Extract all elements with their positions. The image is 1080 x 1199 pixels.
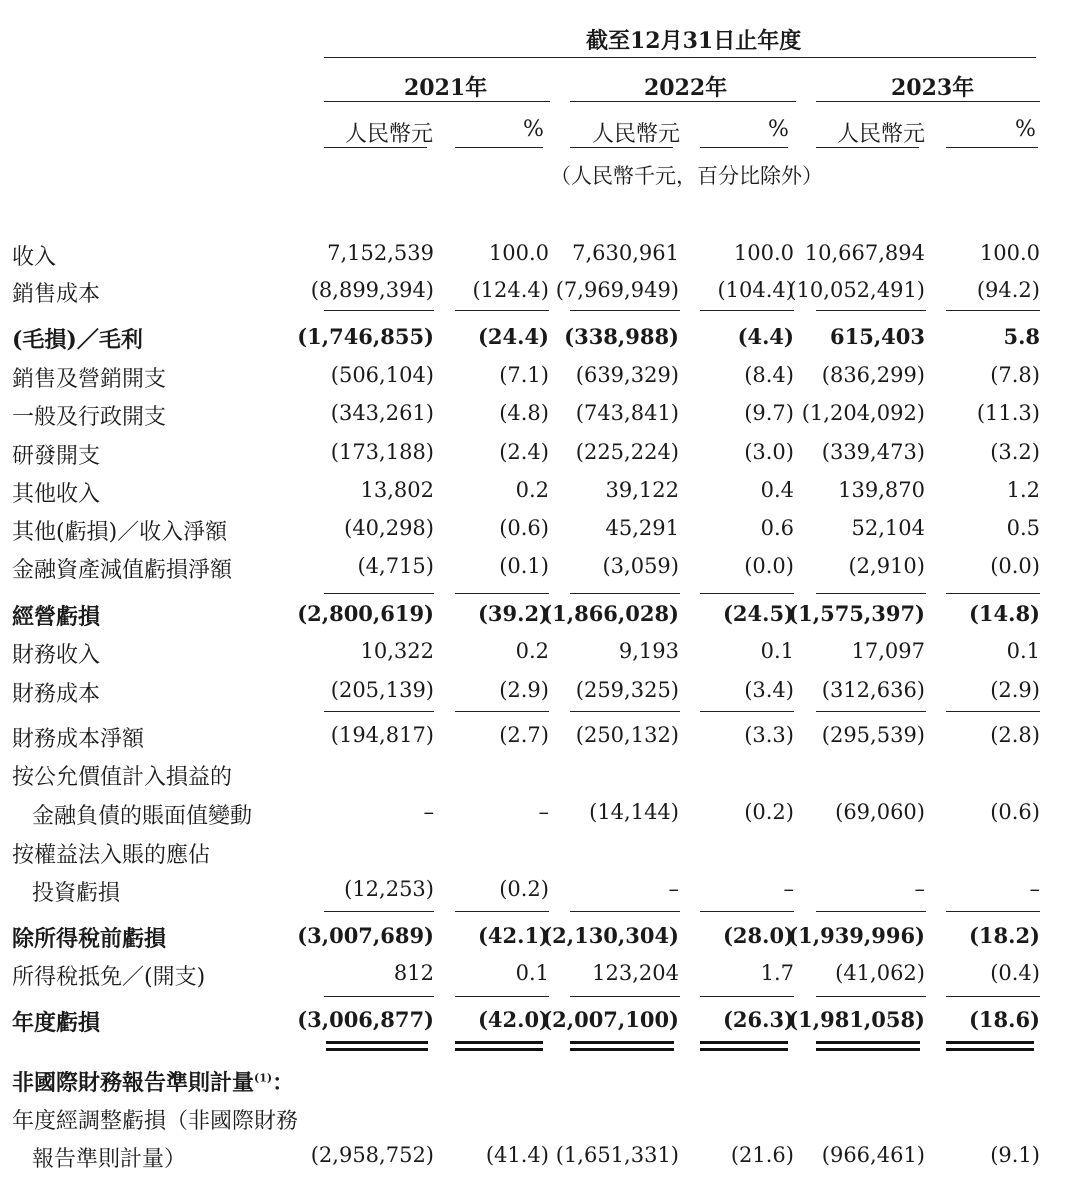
cell-value-2022: (7,969,949) [555,278,679,302]
cell-percent-2023: (2.9) [990,678,1040,702]
cell-percent-2022: (0.2) [744,800,794,824]
period-title: 截至12月31日止年度 [586,28,802,54]
cell-percent-2023: 1.2 [1006,478,1040,502]
cell-percent-2022: (0.0) [744,554,794,578]
cell-value-2022: 39,122 [605,478,679,502]
row-label: 研發開支 [12,444,101,469]
cell-value-2021: (40,298) [344,516,434,540]
row-label: 銷售成本 [12,282,101,307]
non-ifrs-heading [12,1066,294,1097]
cell-value-2023: (10,052,491) [788,278,925,302]
subtotal-rule [455,996,549,997]
unit-percent-2021: % [523,117,544,142]
cell-percent-2022: (3.4) [744,678,794,702]
unit-rule [570,147,673,148]
cell-value-2023: (836,299) [821,363,925,387]
row-label: 按權益法入賬的應佔 [12,843,211,868]
row-label: (毛損)／毛利 [12,327,143,353]
cell-value-2022: (743,841) [575,401,679,425]
row-label: 按公允價值計入損益的 [12,765,233,790]
cell-value-2022: – [668,877,679,901]
row-label: 經營虧損 [12,604,101,630]
cell-value-2022: 9,193 [618,639,679,663]
cell-percent-2022: 0.6 [760,516,794,540]
cell-value-2022: (225,224) [575,440,679,464]
non-ifrs-label-line1: 年度經調整虧損（非國際財務 [12,1109,299,1134]
cell-value-2022: (250,132) [575,723,679,747]
row-label: 財務收入 [12,643,101,668]
cell-percent-2023: – [1029,877,1040,901]
subtotal-rule [570,310,680,311]
row-label: 銷售及營銷開支 [12,367,167,392]
cell-value-2021: (205,139) [330,678,434,702]
cell-percent-2023: (0.6) [990,800,1040,824]
cell-value-2023: (41,062) [835,961,925,985]
total-double-rule [700,1048,788,1051]
subtotal-rule [324,711,434,712]
cell-value-2023: (312,636) [821,678,925,702]
unit-note: （人民幣千元，百分比除外） [550,164,823,188]
year-rule-2023 [816,101,1040,102]
cell-value-2023: (1,575,397) [788,601,925,626]
year-2023-heading: 2023年 [891,75,975,101]
cell-value-2022: (3,059) [602,554,679,578]
cell-percent-2021: (2.9) [499,678,549,702]
cell-percent-2021: (39.2) [477,601,549,626]
cell-value-2021: (3,006,877) [297,1007,434,1032]
subtotal-rule [946,593,1040,594]
cell-value-2022: (2,007,100) [542,1007,679,1032]
subtotal-rule [946,711,1040,712]
subtotal-rule [324,996,434,997]
cell-percent-2022: (21.6) [730,1143,794,1167]
unit-rule [816,147,919,148]
cell-value-2021: (173,188) [330,440,434,464]
cell-percent-2023: (3.2) [990,440,1040,464]
cell-value-2021: (343,261) [330,401,434,425]
subtotal-rule [700,711,794,712]
subtotal-rule [816,996,926,997]
unit-rule [455,147,543,148]
row-label: 財務成本 [12,682,101,707]
cell-value-2021: 812 [393,961,434,985]
cell-percent-2023: 100.0 [979,241,1040,265]
cell-percent-2021: (24.4) [477,324,549,349]
subtotal-rule [946,996,1040,997]
cell-percent-2023: 0.1 [1006,639,1040,663]
cell-percent-2023: (0.0) [990,554,1040,578]
unit-percent-2023: % [1015,117,1036,142]
cell-value-2023: (966,461) [821,1143,925,1167]
total-double-rule [946,1048,1034,1051]
cell-value-2022: (259,325) [575,678,679,702]
row-label: 收入 [12,245,57,270]
cell-percent-2021: (0.1) [499,554,549,578]
cell-value-2023: (295,539) [821,723,925,747]
cell-value-2022: (338,988) [564,324,679,349]
cell-percent-2021: (42.0) [477,1007,549,1032]
cell-percent-2021: 0.2 [515,478,549,502]
cell-percent-2021: (2.7) [499,723,549,747]
cell-percent-2023: 0.5 [1006,516,1040,540]
footnote-marker: (1) [254,1071,273,1085]
total-double-rule [570,1041,674,1044]
cell-percent-2022: (9.7) [744,401,794,425]
cell-value-2023: (339,473) [821,440,925,464]
subtotal-rule [324,593,434,594]
row-label: 金融負債的賬面值變動 [32,804,253,829]
total-double-rule [455,1041,543,1044]
cell-value-2023: (2,910) [848,554,925,578]
subtotal-rule [455,310,549,311]
subtotal-rule [324,310,434,311]
total-double-rule [816,1048,920,1051]
subtotal-rule [455,711,549,712]
unit-rule [324,147,427,148]
unit-currency-2023: 人民幣元 [837,122,926,147]
cell-value-2023: (69,060) [835,800,925,824]
unit-rule [700,147,788,148]
unit-percent-2022: % [768,117,789,142]
total-double-rule [816,1041,920,1044]
total-double-rule [326,1048,428,1051]
cell-percent-2021: (0.6) [499,516,549,540]
subtotal-rule [946,310,1040,311]
cell-percent-2022: (8.4) [744,363,794,387]
row-label: 財務成本淨額 [12,727,145,752]
cell-value-2022: (639,329) [575,363,679,387]
cell-value-2021: 7,152,539 [327,241,434,265]
cell-value-2023: 615,403 [830,324,925,349]
cell-value-2022: (2,130,304) [542,923,679,948]
cell-value-2023: (1,981,058) [788,1007,925,1032]
row-label: 除所得稅前虧損 [12,926,167,952]
cell-percent-2021: (2.4) [499,440,549,464]
cell-percent-2021: (42.1) [477,923,549,948]
cell-percent-2023: (18.6) [968,1007,1040,1032]
total-double-rule [946,1041,1034,1044]
cell-value-2023: 139,870 [838,478,925,502]
subtotal-rule [816,911,926,912]
cell-percent-2022: (3.3) [744,723,794,747]
cell-percent-2023: (9.1) [990,1143,1040,1167]
cell-value-2022: (1,866,028) [542,601,679,626]
cell-percent-2021: (0.2) [499,877,549,901]
row-label: 金融資產減值虧損淨額 [12,558,233,583]
total-double-rule [700,1041,788,1044]
cell-percent-2023: 5.8 [1003,324,1040,349]
subtotal-rule [700,911,794,912]
subtotal-rule [700,593,794,594]
cell-value-2021: (8,899,394) [310,278,434,302]
unit-rule [946,147,1038,148]
row-label: 其他(虧損)／收入淨額 [12,520,228,545]
non-ifrs-heading-suffix: ： [272,1070,295,1096]
cell-value-2021: 10,322 [360,639,434,663]
cell-percent-2021: (124.4) [472,278,549,302]
cell-value-2021: 13,802 [360,478,434,502]
cell-value-2023: 10,667,894 [804,241,925,265]
cell-percent-2023: (14.8) [968,601,1040,626]
cell-value-2023: – [914,877,925,901]
cell-percent-2023: (2.8) [990,723,1040,747]
cell-percent-2021: 0.2 [515,639,549,663]
subtotal-rule [570,996,680,997]
total-double-rule [455,1048,543,1051]
cell-value-2021: (12,253) [344,877,434,901]
cell-percent-2022: 100.0 [733,241,794,265]
subtotal-rule [570,593,680,594]
cell-value-2022: (1,651,331) [555,1143,679,1167]
cell-percent-2021: 0.1 [515,961,549,985]
cell-value-2021: – [423,800,434,824]
subtotal-rule [816,310,926,311]
unit-currency-2021: 人民幣元 [345,122,434,147]
total-double-rule [326,1041,428,1044]
cell-percent-2022: (104.4) [717,278,794,302]
subtotal-rule [700,996,794,997]
unit-currency-2022: 人民幣元 [592,122,681,147]
cell-value-2021: (2,800,619) [297,601,434,626]
cell-percent-2021: – [538,800,549,824]
row-label: 其他收入 [12,482,101,507]
cell-value-2021: (194,817) [330,723,434,747]
cell-value-2023: 17,097 [851,639,925,663]
cell-value-2021: (3,007,689) [297,923,434,948]
cell-value-2021: (2,958,752) [310,1143,434,1167]
cell-percent-2023: (0.4) [990,961,1040,985]
subtotal-rule [816,711,926,712]
subtotal-rule [700,310,794,311]
subtotal-rule [570,711,680,712]
cell-percent-2021: (7.1) [499,363,549,387]
cell-percent-2022: (28.0) [722,923,794,948]
cell-value-2022: 7,630,961 [572,241,679,265]
year-2021-heading: 2021年 [404,75,488,101]
row-label: 所得稅抵免／(開支) [12,965,206,990]
cell-value-2021: (506,104) [330,363,434,387]
cell-percent-2022: 1.7 [760,961,794,985]
total-double-rule [570,1048,674,1051]
cell-value-2023: (1,939,996) [788,923,925,948]
subtotal-rule [946,911,1040,912]
row-label: 投資虧損 [32,881,121,906]
cell-value-2023: 52,104 [851,516,925,540]
year-2022-heading: 2022年 [644,75,728,101]
subtotal-rule [816,593,926,594]
cell-percent-2022: 0.4 [760,478,794,502]
cell-value-2022: 123,204 [592,961,679,985]
non-ifrs-heading-text: 非國際財務報告準則計量 [12,1070,255,1096]
row-label: 年度虧損 [12,1010,101,1036]
non-ifrs-label-line2: 報告準則計量） [32,1147,187,1172]
row-label: 一般及行政開支 [12,405,167,430]
cell-value-2023: (1,204,092) [801,401,925,425]
year-rule-2022 [570,101,796,102]
cell-percent-2023: (94.2) [976,278,1040,302]
cell-percent-2022: 0.1 [760,639,794,663]
cell-value-2021: (1,746,855) [297,324,434,349]
cell-percent-2022: (26.3) [722,1007,794,1032]
cell-value-2021: (4,715) [357,554,434,578]
period-rule [324,57,1036,58]
cell-percent-2022: – [783,877,794,901]
cell-percent-2023: (11.3) [976,401,1040,425]
cell-percent-2021: (41.4) [485,1143,549,1167]
subtotal-rule [455,911,549,912]
subtotal-rule [570,911,680,912]
cell-percent-2023: (18.2) [968,923,1040,948]
year-rule-2021 [324,101,550,102]
cell-percent-2021: 100.0 [488,241,549,265]
cell-percent-2021: (4.8) [499,401,549,425]
cell-percent-2023: (7.8) [990,363,1040,387]
cell-percent-2022: (24.5) [722,601,794,626]
subtotal-rule [324,911,434,912]
subtotal-rule [455,593,549,594]
cell-percent-2022: (4.4) [737,324,794,349]
cell-value-2022: 45,291 [605,516,679,540]
cell-value-2022: (14,144) [589,800,679,824]
cell-percent-2022: (3.0) [744,440,794,464]
